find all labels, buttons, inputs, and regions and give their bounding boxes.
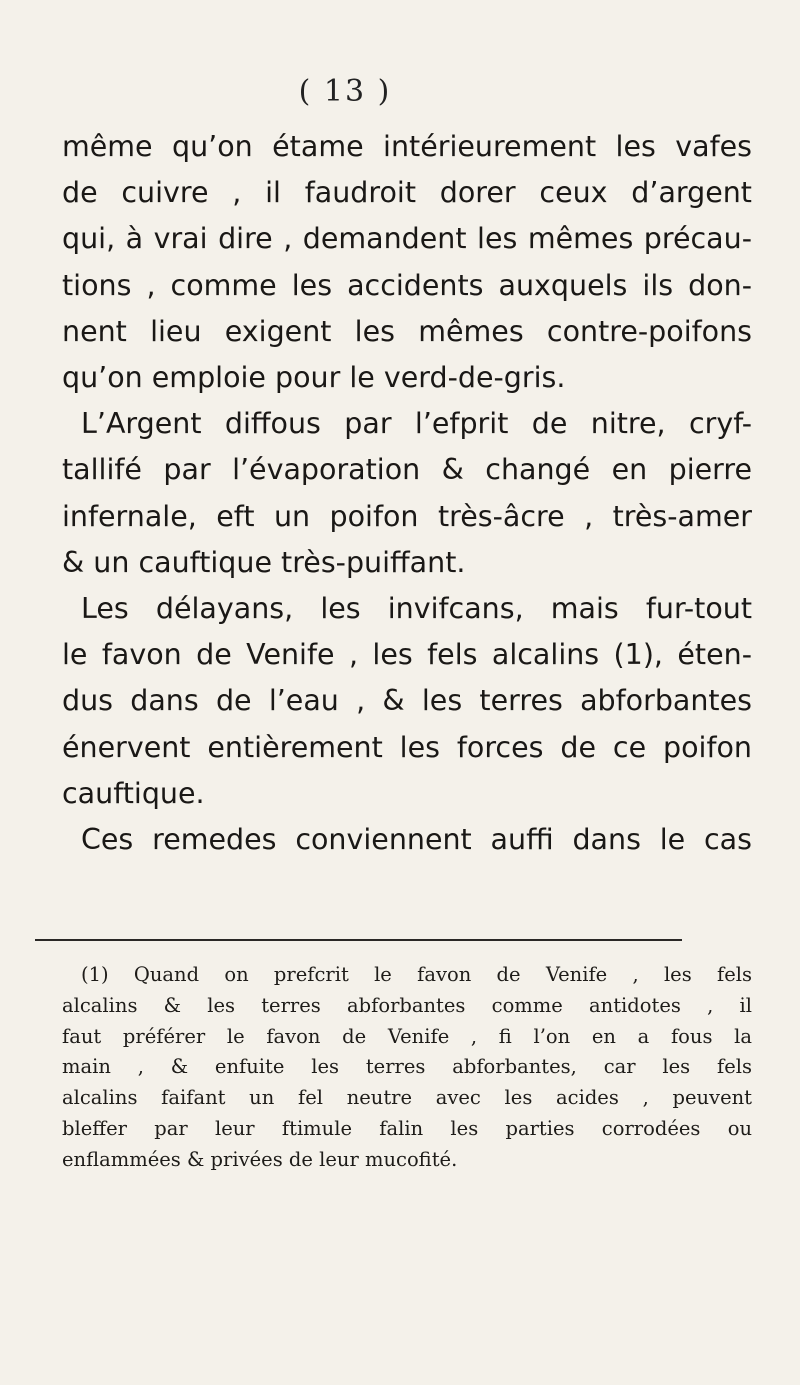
text-line: tions , comme les accidents auxquels ils don-: [62, 268, 752, 302]
text-line: cauftique.: [62, 776, 205, 810]
footnote-line: enflammées & privées de leur mucofité.: [62, 1147, 458, 1171]
text-line: de cuivre , il faudroit dorer ceux d’argent: [62, 176, 752, 210]
text-line: même qu’on étame intérieurement les vafes: [62, 130, 752, 163]
text-line: qu’on emploie pour le verd-de-gris.: [62, 361, 566, 395]
footnote: [62, 960, 752, 1176]
footnote-line: alcalins faifant un fel neutre avec les acides , peuvent: [62, 1086, 752, 1110]
text-line: & un cauftique très-puiffant.: [62, 545, 466, 579]
main-text: [62, 124, 752, 863]
page-number: ( 13 ): [298, 74, 392, 109]
footnote-line: (1) Quand on prefcrit le favon de Venife , les fels: [81, 963, 752, 986]
text-line: Les délayans, les invifcans, mais fur-tout: [81, 592, 752, 626]
text-line: tallifé par l’évaporation & changé en pierre: [62, 453, 752, 487]
footnote-divider: [35, 939, 682, 941]
text-line: qui, à vrai dire , demandent les mêmes précau-: [62, 222, 752, 256]
footnote-line: alcalins & les terres abforbantes comme antidotes , il: [62, 993, 752, 1017]
text-line: L’Argent diffous par l’efprit de nitre, cryf-: [81, 407, 752, 441]
text-line: Ces remedes conviennent auffi dans le cas: [81, 823, 752, 857]
text-line: dus dans de l’eau , & les terres abforbantes: [62, 684, 752, 718]
footnote-line: bleffer par leur ftimule falin les parties corrodées ou: [62, 1116, 752, 1140]
text-line: énervent entièrement les forces de ce poifon: [62, 730, 752, 764]
text-line: nent lieu exigent les mêmes contre-poifons: [62, 314, 752, 348]
text-line: infernale, eft un poifon très-âcre , très-amer: [62, 499, 752, 533]
footnote-line: main , & enfuite les terres abforbantes, car les fels: [62, 1055, 752, 1079]
text-line: le favon de Venife , les fels alcalins (1), éten-: [62, 638, 752, 672]
footnote-line: faut préférer le favon de Venife , fi l’on en a fous la: [62, 1024, 752, 1048]
